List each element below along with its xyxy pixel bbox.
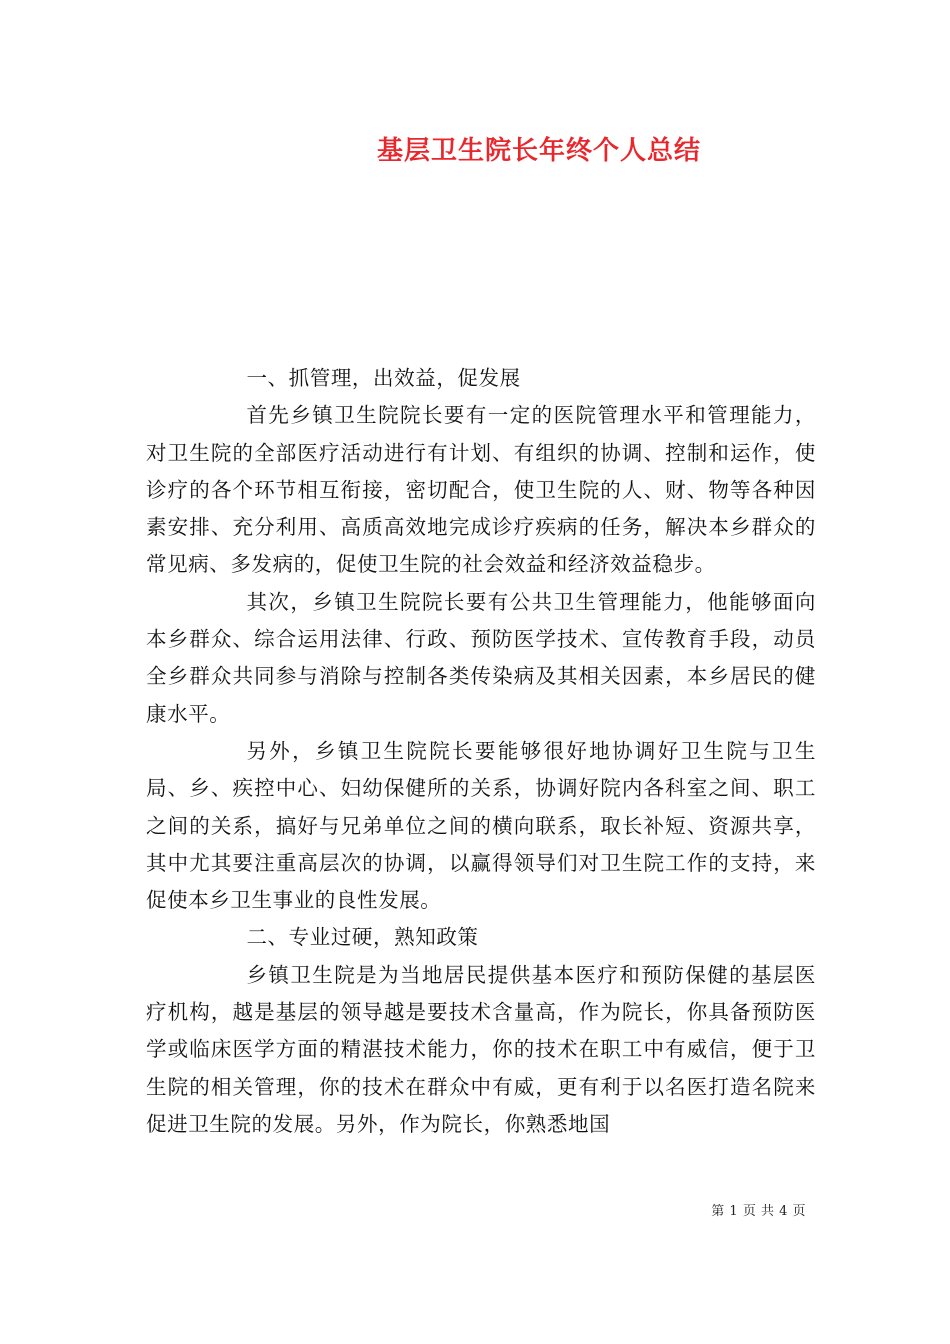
section-heading-2: 二、专业过硬，熟知政策 bbox=[246, 925, 479, 950]
document-title: 基层卫生院长年终个人总结 bbox=[376, 136, 701, 166]
page-number-footer: 第 1 页 共 4 页 bbox=[711, 1204, 806, 1219]
body-paragraph-2: 其次，乡镇卫生院院长要有公共卫生管理能力，他能够面向本乡群众、综合运用法律、行政、预防医学技术、宣传教育手段，动员全乡群众共同参与消除与控制各类传染病及其相关因素，本乡居民的健康水平。 bbox=[146, 589, 816, 726]
document-body bbox=[146, 360, 816, 1143]
section-heading-1: 一、抓管理，出效益，促发展 bbox=[246, 366, 521, 390]
body-paragraph-3: 另外，乡镇卫生院院长要能够很好地协调好卫生院与卫生局、乡、疾控中心、妇幼保健所的关系，协调好院内各科室之间、职工之间的关系，搞好与兄弟单位之间的横向联系，取长补短、资源共享，其中尤其要注重高层次的协调，以赢得领导们对卫生院工作的支持，来促使本乡卫生事业的良性发展。 bbox=[146, 738, 816, 913]
body-paragraph-4: 乡镇卫生院是为当地居民提供基本医疗和预防保健的基层医疗机构，越是基层的领导越是要技术含量高，作为院长，你具备预防医学或临床医学方面的精湛技术能力，你的技术在职工中有威信，便于卫生院的相关管理，你的技术在群众中有威，更有利于以名医打造名院来促进卫生院的发展。另外，作为院长，你熟悉地国 bbox=[146, 962, 816, 1136]
body-paragraph-1: 首先乡镇卫生院院长要有一定的医院管理水平和管理能力，对卫生院的全部医疗活动进行有计划、有组织的协调、控制和运作，使诊疗的各个环节相互衔接，密切配合，使卫生院的人、财、物等各种因素安排、充分利用、高质高效地完成诊疗疾病的任务，解决本乡群众的常见病、多发病的，促使卫生院的社会效益和经济效益稳步。 bbox=[146, 403, 816, 577]
